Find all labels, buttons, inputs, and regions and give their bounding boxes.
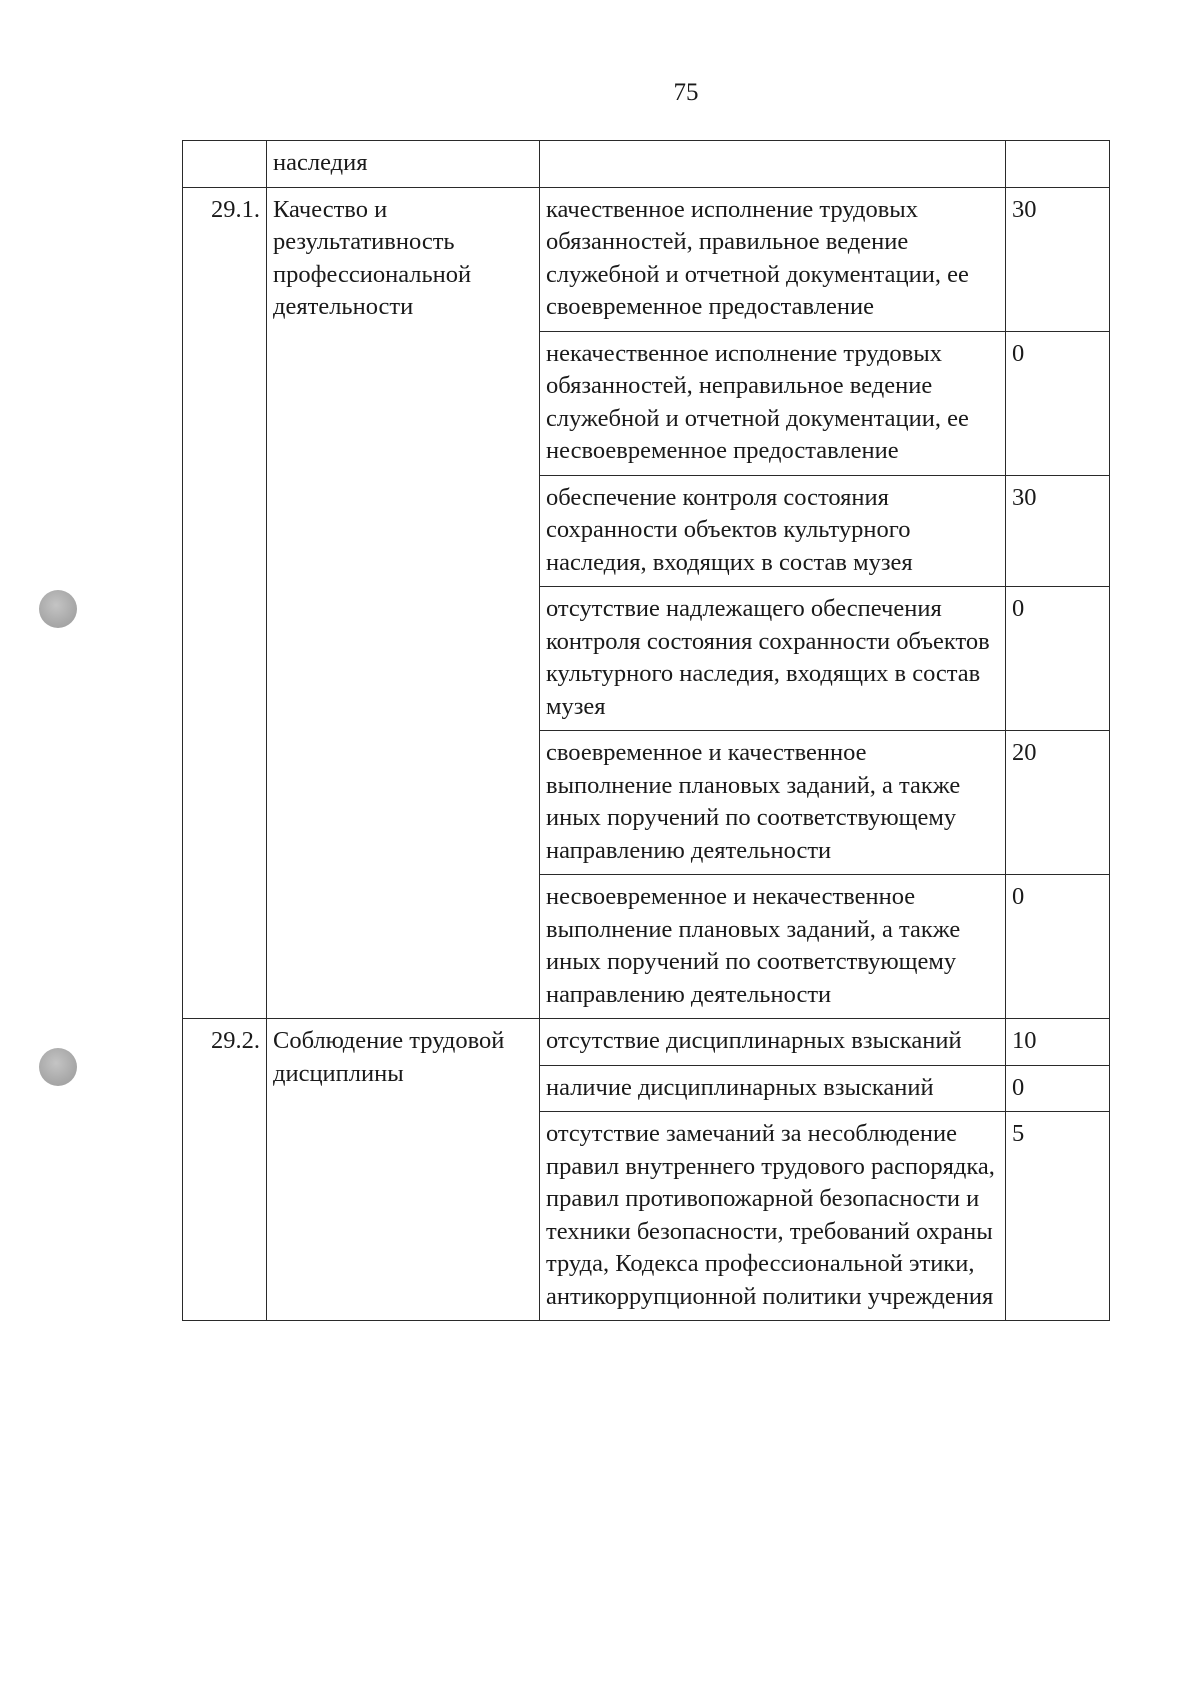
score-cell: 30 [1006, 187, 1110, 331]
score-cell: 10 [1006, 1019, 1110, 1066]
score-cell: 30 [1006, 475, 1110, 587]
condition-cell: качественное исполнение трудовых обязанностей, правильное ведение служебной и отчетной документации, ее своевременное предоставление [540, 187, 1006, 331]
punch-hole-mark [39, 590, 77, 628]
score-cell: 0 [1006, 331, 1110, 475]
criterion-number-cell [183, 141, 267, 188]
criterion-name-cell: Соблюдение трудовой дисциплины [267, 1019, 540, 1321]
score-cell: 0 [1006, 1065, 1110, 1112]
criterion-name-cell: Качество и результативность профессиональной деятельности [267, 187, 540, 1019]
page-number: 75 [673, 79, 699, 106]
score-cell: 0 [1006, 587, 1110, 731]
table-row-continuation [183, 141, 1110, 188]
condition-cell: обеспечение контроля состояния сохранности объектов культурного наследия, входящих в состав музея [540, 475, 1006, 587]
criterion-number-cell: 29.2. [183, 1019, 267, 1321]
score-cell: 5 [1006, 1112, 1110, 1321]
score-cell: 20 [1006, 731, 1110, 875]
table-row [183, 187, 1110, 331]
score-cell [1006, 141, 1110, 188]
punch-hole-mark [39, 1048, 77, 1086]
table-row [183, 1019, 1110, 1066]
condition-cell: несвоевременное и некачественное выполнение плановых заданий, а также иных поручений по соответствующему направлению деятельности [540, 875, 1006, 1019]
condition-cell: некачественное исполнение трудовых обязанностей, неправильное ведение служебной и отчетной документации, ее несвоевременное предоставление [540, 331, 1006, 475]
condition-cell: отсутствие дисциплинарных взысканий [540, 1019, 1006, 1066]
condition-cell: своевременное и качественное выполнение плановых заданий, а также иных поручений по соответствующему направлению деятельности [540, 731, 1006, 875]
criteria-table [182, 140, 1110, 1321]
condition-cell [540, 141, 1006, 188]
criterion-number-cell: 29.1. [183, 187, 267, 1019]
condition-cell: отсутствие замечаний за несоблюдение правил внутреннего трудового распорядка, правил противопожарной безопасности и техники безопасности, требований охраны труда, Кодекса профессиональной этики, антикоррупционной политики учреждения [540, 1112, 1006, 1321]
condition-cell: отсутствие надлежащего обеспечения контроля состояния сохранности объектов культурного наследия, входящих в состав музея [540, 587, 1006, 731]
criterion-name-cell: наследия [267, 141, 540, 188]
condition-cell: наличие дисциплинарных взысканий [540, 1065, 1006, 1112]
score-cell: 0 [1006, 875, 1110, 1019]
